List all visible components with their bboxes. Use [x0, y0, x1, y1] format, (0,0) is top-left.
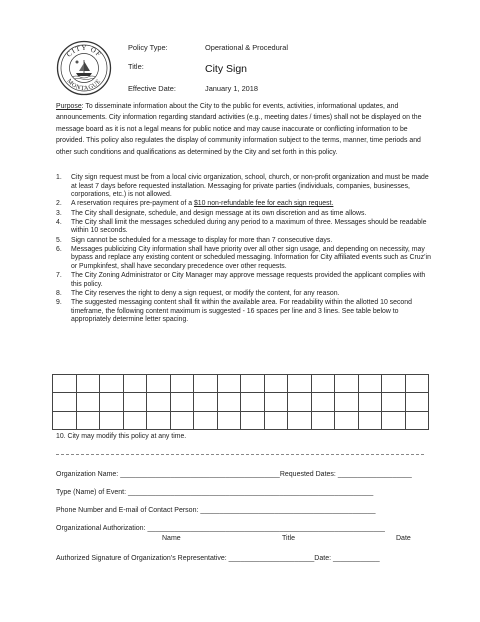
letter-cell[interactable] — [217, 411, 241, 429]
rule-item: 2. A reservation requires pre-payment of a $10 non-refundable fee for each sign request. — [56, 200, 334, 208]
letter-cell[interactable] — [194, 393, 218, 411]
organization-name-line[interactable]: _________________________________________ — [120, 471, 280, 478]
letter-cell[interactable] — [147, 411, 171, 429]
seal-top-text: CITY OF — [65, 43, 104, 59]
letter-cell[interactable] — [405, 411, 429, 429]
letter-spacing-grid — [52, 374, 429, 430]
contact-field[interactable] — [56, 507, 376, 514]
letter-cell[interactable] — [170, 393, 194, 411]
letter-cell[interactable] — [335, 411, 359, 429]
policy-type-label: Policy Type: — [128, 43, 168, 52]
letter-cell[interactable] — [170, 411, 194, 429]
form-separator — [56, 454, 424, 455]
authorization-name-caption: Name — [162, 535, 181, 542]
organization-name-field[interactable] — [56, 471, 412, 478]
letter-cell[interactable] — [100, 375, 124, 393]
rule-10: 10. City may modify this policy at any time. — [56, 433, 187, 440]
contact-line[interactable]: _____________________________________________ — [200, 507, 376, 514]
grid-row — [53, 375, 429, 393]
purpose-text: : To disseminate information about the City to the public for events, activities, informational updates, and announcements. City information regarding standard activities (e.g., meeting dates / times) shall not be displayed on the message board as it is not a legal means for public notice and may cause inaccurate or conflicting information to be provided. This policy also regulates the display of community information subject to the terms, manner, time periods and other such conditions and qualifications as determined by the City and set forth in this policy. — [56, 103, 422, 156]
organization-name-label: Organization Name: — [56, 471, 121, 478]
signature-date-label: Date: — [314, 555, 333, 562]
letter-cell[interactable] — [241, 393, 265, 411]
contact-label: Phone Number and E-mail of Contact Person: — [56, 507, 201, 514]
letter-cell[interactable] — [123, 411, 147, 429]
letter-cell[interactable] — [147, 375, 171, 393]
rules-list — [56, 174, 432, 325]
signature-date-line[interactable]: ____________ — [332, 555, 380, 562]
letter-cell[interactable] — [335, 375, 359, 393]
rule-item: 5. Sign cannot be scheduled for a message to display for more than 7 consecutive days. — [56, 236, 333, 244]
letter-cell[interactable] — [264, 393, 288, 411]
letter-cell[interactable] — [241, 375, 265, 393]
letter-cell[interactable] — [358, 411, 382, 429]
signature-line[interactable]: ______________________ — [228, 555, 315, 562]
requested-dates-label: Requested Dates: — [279, 471, 338, 478]
seal-bottom-text: MONTAGUE — [65, 77, 103, 93]
rule-item: 4. The City shall limit the messages scheduled during any period to a maximum of three. Messages should be readable within 10 seconds. — [56, 218, 427, 235]
letter-cell[interactable] — [311, 411, 335, 429]
letter-cell[interactable] — [53, 393, 77, 411]
letter-cell[interactable] — [311, 393, 335, 411]
letter-cell[interactable] — [53, 411, 77, 429]
letter-cell[interactable] — [358, 393, 382, 411]
city-seal — [56, 40, 112, 96]
letter-cell[interactable] — [264, 375, 288, 393]
letter-cell[interactable] — [123, 375, 147, 393]
requested-dates-line[interactable]: ___________________ — [337, 471, 412, 478]
letter-cell[interactable] — [382, 375, 406, 393]
event-label: Type (Name) of Event: — [56, 489, 128, 496]
letter-cell[interactable] — [123, 393, 147, 411]
effective-date-label: Effective Date: — [128, 84, 176, 93]
authorization-date-caption: Date — [396, 535, 411, 542]
rule-item: 6. Messages publicizing City information shall have priority over all other sign usage, and depending on necessity, may bypass and replace any existing content or scheduled messaging. Information for City affiliated events such as Cruz’in or Pumpkinfest, shall have secondary precedence over other requests. — [56, 245, 431, 270]
purpose-label: Purpose — [56, 103, 82, 110]
event-field[interactable] — [56, 489, 373, 496]
letter-cell[interactable] — [311, 375, 335, 393]
authorization-title-caption: Title — [282, 535, 295, 542]
letter-cell[interactable] — [288, 393, 312, 411]
letter-cell[interactable] — [147, 393, 171, 411]
letter-cell[interactable] — [358, 375, 382, 393]
policy-title: City Sign — [205, 63, 248, 75]
rule-item: 9. The suggested messaging content shall fit within the available area. For readability within the allotted 10 second timeframe, the following content maximum is suggested - 16 spaces per line and 3 lines. See table below to appropriately determine letter spacing. — [56, 299, 412, 324]
signature-field[interactable] — [56, 555, 380, 562]
letter-cell[interactable] — [241, 411, 265, 429]
letter-cell[interactable] — [53, 375, 77, 393]
letter-cell[interactable] — [100, 411, 124, 429]
title-label: Title: — [128, 62, 144, 71]
letter-cell[interactable] — [288, 375, 312, 393]
grid-row — [53, 393, 429, 411]
letter-cell[interactable] — [217, 375, 241, 393]
signature-label: Authorized Signature of Organization’s Representative: — [56, 555, 229, 562]
authorization-line[interactable]: _____________________________________________________________ — [147, 525, 385, 532]
letter-cell[interactable] — [382, 411, 406, 429]
event-line[interactable]: _______________________________________________________________ — [127, 489, 374, 496]
letter-cell[interactable] — [382, 393, 406, 411]
letter-cell[interactable] — [405, 393, 429, 411]
letter-cell[interactable] — [76, 411, 100, 429]
letter-cell[interactable] — [100, 393, 124, 411]
purpose-paragraph — [56, 101, 431, 158]
letter-cell[interactable] — [405, 375, 429, 393]
letter-cell[interactable] — [217, 393, 241, 411]
fee-text: $10 non-refundable fee for each sign request. — [193, 200, 334, 208]
rule-item: 1. City sign request must be from a local civic organization, school, church, or non-profit organization and must be made at least 7 days before requested installation. Messaging for private parties (individuals, companies, businesses, corporations, etc.) is not allowed. — [56, 174, 429, 199]
rule-item: 8. The City reserves the right to deny a sign request, or modify the content, for any reason. — [56, 289, 340, 297]
letter-cell[interactable] — [76, 393, 100, 411]
authorization-label: Organizational Authorization: — [56, 525, 148, 532]
letter-cell[interactable] — [76, 375, 100, 393]
policy-type-value: Operational & Procedural — [205, 43, 288, 52]
letter-cell[interactable] — [335, 393, 359, 411]
letter-cell[interactable] — [170, 375, 194, 393]
rule-item: 3. The City shall designate, schedule, and design message at its own discretion and as time allows. — [56, 209, 367, 217]
authorization-field[interactable] — [56, 525, 385, 532]
rule-item: 7. The City Zoning Administrator or City Manager may approve message requests provided the applicant complies with this policy. — [56, 272, 426, 288]
letter-cell[interactable] — [288, 411, 312, 429]
letter-cell[interactable] — [194, 411, 218, 429]
effective-date-value: January 1, 2018 — [205, 84, 259, 93]
grid-row — [53, 411, 429, 429]
seal-emblem — [72, 60, 96, 80]
letter-cell[interactable] — [264, 411, 288, 429]
letter-cell[interactable] — [194, 375, 218, 393]
